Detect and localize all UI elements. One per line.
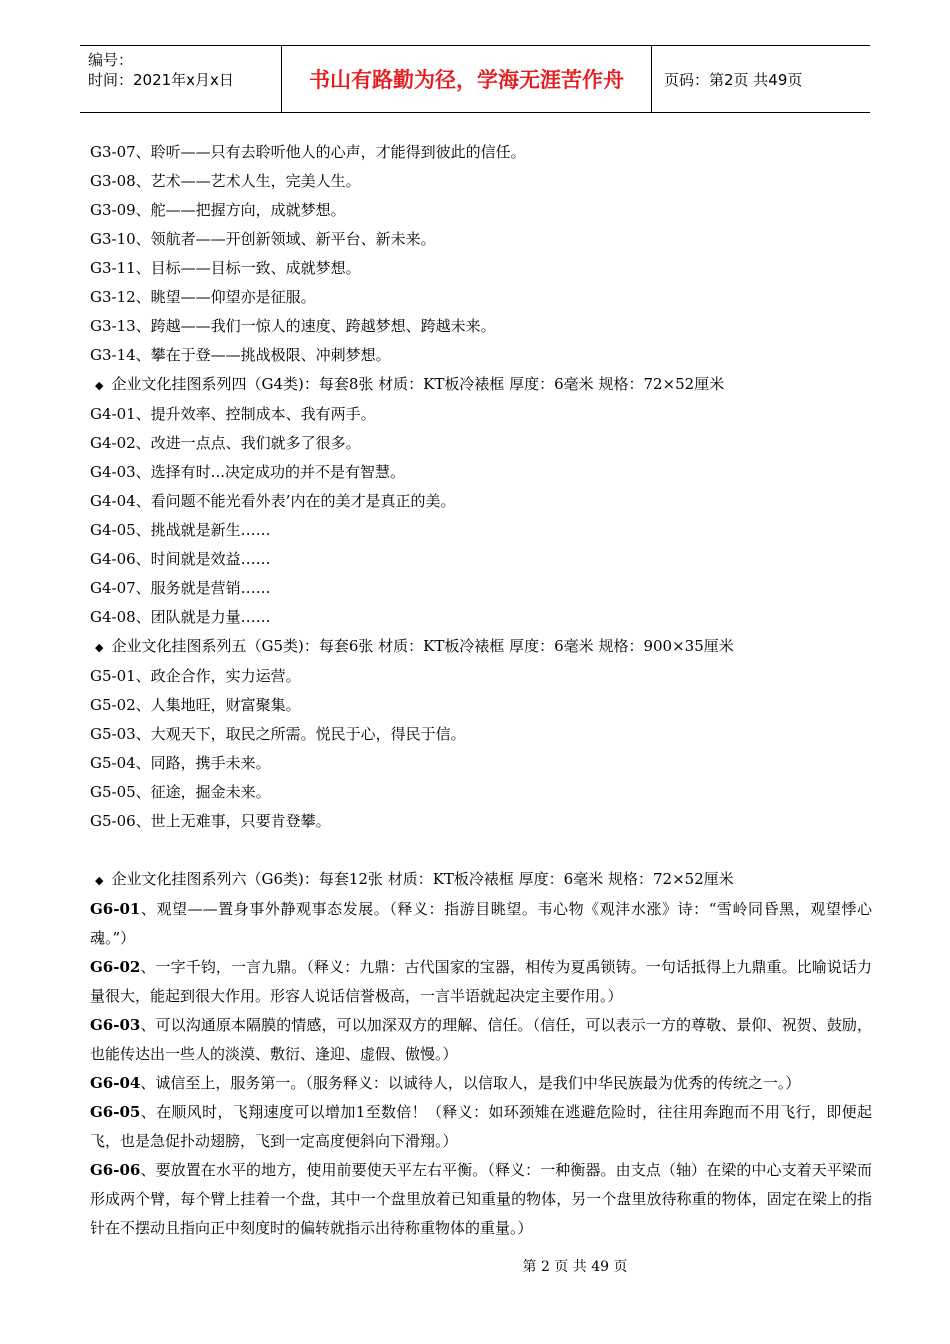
document-body xyxy=(90,138,872,1243)
list-item: G6-03、可以沟通原本隔膜的情感，可以加深双方的理解、信任。（信任，可以表示一方的尊敬、景仰、祝贺、鼓励，也能传达出一些人的淡漠、敷衍、逢迎、虚假、傲慢。） xyxy=(90,1016,872,1063)
g3-list xyxy=(90,138,872,370)
g5-list xyxy=(90,662,872,836)
series-heading-g5: ◆ 企业文化挂图系列五（G5类)：每套6张 材质：KT板冷裱框 厚度：6毫米 规格：900×35厘米 xyxy=(95,637,734,655)
series-heading-g6: ◆ 企业文化挂图系列六（G6类)：每套12张 材质：KT板冷裱框 厚度：6毫米 规格：72×52厘米 xyxy=(95,870,734,888)
list-item: G4-04、看问题不能光看外表’内在的美才是真正的美。 xyxy=(90,492,456,510)
list-item: G5-04、同路，携手未来。 xyxy=(90,754,271,772)
page-footer: 第 2 页 共 49 页 xyxy=(522,1259,628,1275)
list-item: G3-14、攀在于登——挑战极限、冲刺梦想。 xyxy=(90,346,391,364)
list-item: G4-01、提升效率、控制成本、我有两手。 xyxy=(90,405,376,423)
list-item: G6-04、诚信至上，服务第一。（服务释义：以诚待人，以信取人，是我们中华民族最为优秀的传统之一。） xyxy=(90,1074,801,1092)
blank-line xyxy=(90,836,872,865)
list-item: G4-05、挑战就是新生…… xyxy=(90,521,271,539)
list-item: G6-05、在顺风时，飞翔速度可以增加1至数倍！（释义：如环颈雉在逃避危险时，往往用奔跑而不用飞行，即便起飞，也是急促扑动翅膀，飞到一定高度便斜向下滑翔。） xyxy=(90,1103,872,1150)
header-left xyxy=(80,46,282,112)
page-header xyxy=(80,45,870,113)
list-item: G3-12、眺望——仰望亦是征服。 xyxy=(90,288,316,306)
list-item: G3-09、舵——把握方向，成就梦想。 xyxy=(90,201,346,219)
list-item: G5-01、政企合作，实力运营。 xyxy=(90,667,301,685)
motto: 书山有路勤为径，学海无涯苦作舟 xyxy=(282,46,652,112)
diamond-bullet-icon: ◆ xyxy=(95,874,104,887)
diamond-bullet-icon: ◆ xyxy=(95,641,104,654)
list-item: G6-02、一字千钧，一言九鼎。（释义：九鼎：古代国家的宝器，相传为夏禹锁铸。一句话抵得上九鼎重。比喻说话力量很大，能起到很大作用。形容人说话信誉极高，一言半语就起决定主要作用。） xyxy=(90,958,872,1005)
list-item: G3-10、领航者——开创新领域、新平台、新未来。 xyxy=(90,230,436,248)
list-item: G4-08、团队就是力量…… xyxy=(90,608,271,626)
list-item: G6-06、要放置在水平的地方，使用前要使天平左右平衡。（释义：一种衡器。由支点（轴）在梁的中心支着天平梁而形成两个臂，每个臂上挂着一个盘，其中一个盘里放着已知重量的物体，另一个盘里放待称重的物体，固定在梁上的指针在不摆动且指向正中刻度时的偏转就指示出待称重物体的重量。） xyxy=(90,1161,872,1237)
page-label: 页码：第2页 共49页 xyxy=(664,70,803,89)
time-label: 时间：2021年x月x日 xyxy=(88,71,234,89)
g4-list xyxy=(90,400,872,632)
list-item: G3-08、艺术——艺术人生，完美人生。 xyxy=(90,172,361,190)
diamond-bullet-icon: ◆ xyxy=(95,379,104,392)
list-item: G5-03、大观天下，取民之所需。悦民于心，得民于信。 xyxy=(90,725,466,743)
list-item: G4-07、服务就是营销…… xyxy=(90,579,271,597)
g6-list xyxy=(90,895,872,1243)
list-item: G4-03、选择有时...决定成功的并不是有智慧。 xyxy=(90,463,405,481)
series-heading-g4: ◆ 企业文化挂图系列四（G4类)：每套8张 材质：KT板冷裱框 厚度：6毫米 规格：72×52厘米 xyxy=(95,375,725,393)
list-item: G4-06、时间就是效益…… xyxy=(90,550,271,568)
list-item: G5-06、世上无难事，只要肯登攀。 xyxy=(90,812,331,830)
list-item: G5-05、征途，掘金未来。 xyxy=(90,783,271,801)
list-item: G3-07、聆听——只有去聆听他人的心声，才能得到彼此的信任。 xyxy=(90,143,526,161)
number-label: 编号： xyxy=(88,51,134,69)
list-item: G6-01、观望——置身事外静观事态发展。（释义：指游目眺望。韦心物《观沣水涨》诗：“雪岭同昏黑，观望悸心魂。”） xyxy=(90,900,872,947)
list-item: G4-02、改进一点点、我们就多了很多。 xyxy=(90,434,361,452)
list-item: G3-13、跨越——我们一惊人的速度、跨越梦想、跨越未来。 xyxy=(90,317,496,335)
list-item: G3-11、目标——目标一致、成就梦想。 xyxy=(90,259,361,277)
list-item: G5-02、人集地旺，财富聚集。 xyxy=(90,696,301,714)
